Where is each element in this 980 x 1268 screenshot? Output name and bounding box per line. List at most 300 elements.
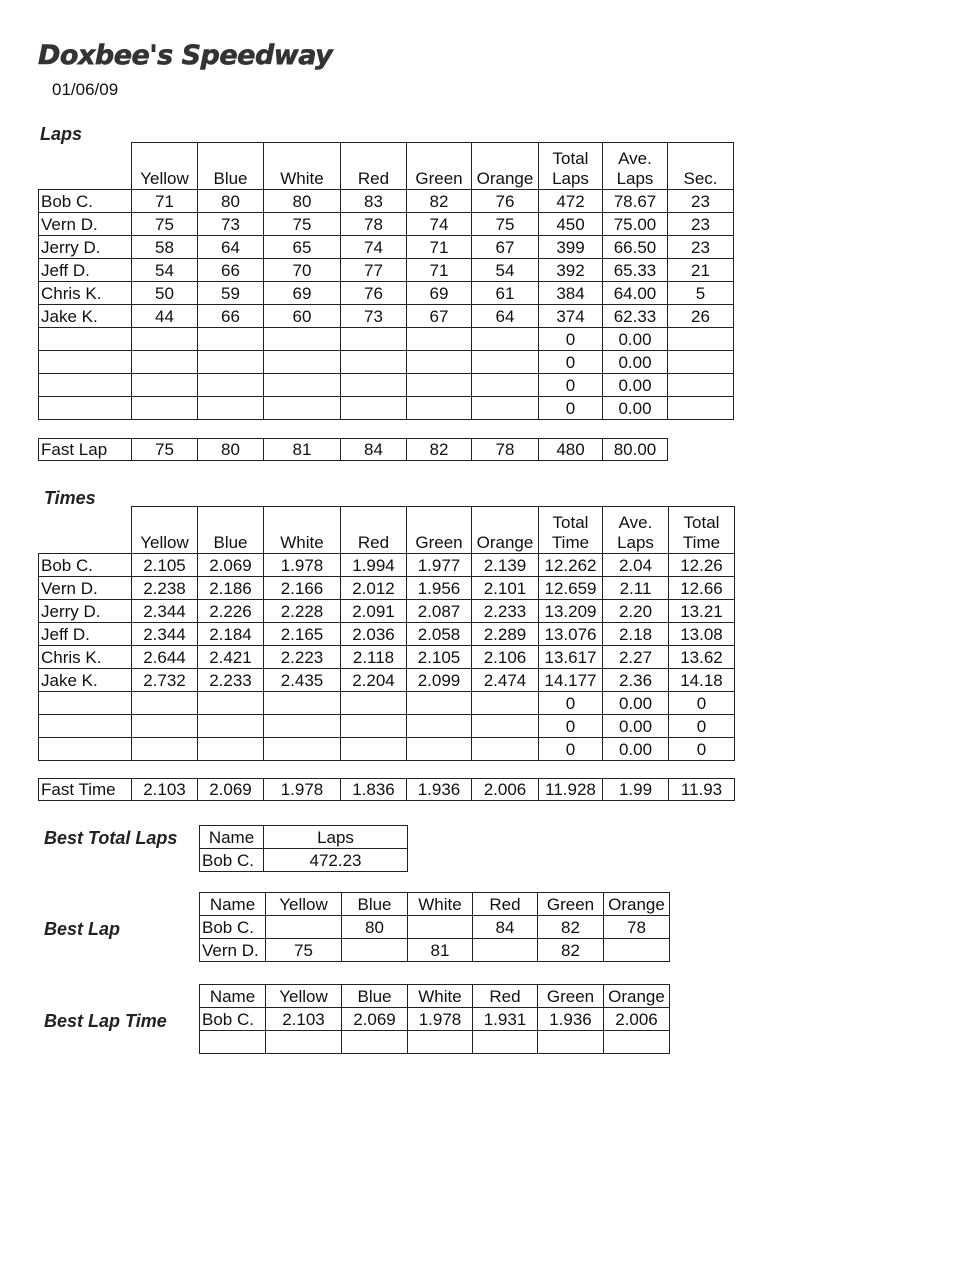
table-row — [39, 554, 735, 577]
column-header — [539, 143, 603, 190]
column-header-line: Time — [682, 533, 721, 552]
value-cell: 472.23 — [264, 849, 408, 872]
value-cell: 14.177 — [539, 669, 603, 692]
value-cell: 5 — [668, 282, 734, 305]
column-header: Red — [473, 985, 538, 1008]
value-cell: 69 — [264, 282, 341, 305]
driver-name-cell: Jake K. — [39, 305, 132, 328]
driver-name-cell: Bob C. — [39, 554, 132, 577]
value-cell: 66.50 — [603, 236, 668, 259]
value-cell — [341, 692, 407, 715]
column-header: Red — [473, 893, 538, 916]
value-cell — [408, 916, 473, 939]
column-header-line: Orange — [476, 533, 534, 552]
column-header-line: Blue — [213, 169, 248, 188]
value-cell — [266, 1031, 342, 1054]
laps-table — [38, 142, 734, 420]
driver-name-cell: Chris K. — [39, 282, 132, 305]
value-cell: 67 — [407, 305, 472, 328]
table-row — [39, 374, 734, 397]
table-row — [39, 577, 735, 600]
value-cell: 66 — [198, 259, 264, 282]
value-cell — [668, 397, 734, 420]
value-cell: 2.223 — [264, 646, 341, 669]
column-header-line: Laps — [616, 169, 654, 188]
value-cell: 66 — [198, 305, 264, 328]
value-cell: 2.04 — [603, 554, 669, 577]
value-cell — [266, 916, 342, 939]
times-fast-time-table — [38, 778, 735, 801]
value-cell — [407, 715, 472, 738]
value-cell: 73 — [341, 305, 407, 328]
table-row — [39, 351, 734, 374]
value-cell: 54 — [472, 259, 539, 282]
value-cell — [198, 328, 264, 351]
value-cell: 2.20 — [603, 600, 669, 623]
value-cell: 82 — [407, 190, 472, 213]
table-row — [39, 328, 734, 351]
value-cell: 13.08 — [669, 623, 735, 646]
column-header — [198, 507, 264, 554]
value-cell: 2.058 — [407, 623, 472, 646]
driver-name-cell: Jeff D. — [39, 623, 132, 646]
table-row — [200, 849, 408, 872]
driver-name-cell: Jerry D. — [39, 600, 132, 623]
column-header-line: White — [280, 533, 324, 552]
value-cell: 11.928 — [539, 779, 603, 801]
race-date: 01/06/09 — [52, 80, 119, 99]
table-row — [39, 715, 735, 738]
value-cell: 2.106 — [472, 646, 539, 669]
value-cell: 480 — [539, 439, 603, 461]
value-cell: 76 — [341, 282, 407, 305]
table-row — [39, 669, 735, 692]
value-cell: 67 — [472, 236, 539, 259]
driver-name-cell — [39, 715, 132, 738]
value-cell: 54 — [132, 259, 198, 282]
column-header-line: Laps — [617, 533, 654, 552]
value-cell: 83 — [341, 190, 407, 213]
value-cell — [604, 1031, 670, 1054]
column-header: Blue — [342, 893, 408, 916]
value-cell: 75 — [132, 213, 198, 236]
value-cell: 12.262 — [539, 554, 603, 577]
value-cell — [264, 692, 341, 715]
table-row — [39, 190, 734, 213]
value-cell: 44 — [132, 305, 198, 328]
value-cell — [472, 692, 539, 715]
value-cell — [407, 351, 472, 374]
driver-name-cell: Jake K. — [39, 669, 132, 692]
value-cell — [341, 715, 407, 738]
driver-name-cell — [39, 328, 132, 351]
best-lap-table — [199, 892, 670, 962]
column-header: White — [408, 893, 473, 916]
value-cell: 0 — [539, 738, 603, 761]
column-header: Orange — [604, 893, 670, 916]
column-header — [668, 143, 734, 190]
column-header-line: Laps — [552, 169, 589, 188]
value-cell: 2.184 — [198, 623, 264, 646]
value-cell: 2.435 — [264, 669, 341, 692]
value-cell: 64.00 — [603, 282, 668, 305]
driver-name-cell — [200, 1031, 266, 1054]
value-cell: 374 — [539, 305, 603, 328]
value-cell: 2.344 — [132, 600, 198, 623]
column-header-line: Green — [415, 169, 463, 188]
value-cell — [472, 351, 539, 374]
value-cell: 1.977 — [407, 554, 472, 577]
value-cell — [198, 351, 264, 374]
value-cell: 0 — [539, 374, 603, 397]
value-cell: 82 — [538, 939, 604, 962]
value-cell: 76 — [472, 190, 539, 213]
value-cell: 80 — [198, 439, 264, 461]
column-header-line: Yellow — [140, 533, 189, 552]
value-cell: 2.474 — [472, 669, 539, 692]
value-cell: 81 — [408, 939, 473, 962]
value-cell: 65 — [264, 236, 341, 259]
value-cell: 23 — [668, 213, 734, 236]
value-cell: 450 — [539, 213, 603, 236]
driver-name-cell: Bob C. — [39, 190, 132, 213]
value-cell: 0 — [539, 692, 603, 715]
value-cell — [341, 397, 407, 420]
value-cell: 0.00 — [603, 328, 668, 351]
value-cell: 77 — [341, 259, 407, 282]
value-cell: 78 — [341, 213, 407, 236]
value-cell: 2.139 — [472, 554, 539, 577]
value-cell — [264, 738, 341, 761]
value-cell — [132, 692, 198, 715]
column-header-line: Ave. — [618, 513, 653, 532]
value-cell: 2.166 — [264, 577, 341, 600]
value-cell: 0.00 — [603, 351, 668, 374]
value-cell: 60 — [264, 305, 341, 328]
driver-name-cell: Bob C. — [200, 849, 264, 872]
value-cell — [668, 328, 734, 351]
value-cell — [132, 738, 198, 761]
best-lap-time-label: Best Lap Time — [44, 1011, 167, 1031]
fast-lap-label: Fast Lap — [39, 439, 132, 461]
column-header-line: Orange — [476, 169, 534, 188]
value-cell: 2.006 — [472, 779, 539, 801]
value-cell: 80 — [264, 190, 341, 213]
value-cell — [538, 1031, 604, 1054]
value-cell: 2.069 — [342, 1008, 408, 1031]
table-row — [200, 826, 408, 849]
value-cell: 2.344 — [132, 623, 198, 646]
value-cell: 80.00 — [603, 439, 668, 461]
value-cell: 12.26 — [669, 554, 735, 577]
value-cell: 80 — [198, 190, 264, 213]
column-header-line: Total — [683, 513, 720, 532]
value-cell: 2.238 — [132, 577, 198, 600]
value-cell — [264, 397, 341, 420]
table-row — [200, 985, 670, 1008]
value-cell: 14.18 — [669, 669, 735, 692]
column-header — [539, 507, 603, 554]
value-cell: 59 — [198, 282, 264, 305]
value-cell: 2.069 — [198, 779, 264, 801]
value-cell: 64 — [198, 236, 264, 259]
value-cell: 13.076 — [539, 623, 603, 646]
column-header-line: Ave. — [618, 149, 652, 168]
column-header — [407, 143, 472, 190]
column-header: Laps — [264, 826, 408, 849]
column-header — [407, 507, 472, 554]
column-header: White — [408, 985, 473, 1008]
value-cell: 81 — [264, 439, 341, 461]
value-cell — [198, 738, 264, 761]
column-header — [472, 143, 539, 190]
value-cell: 84 — [341, 439, 407, 461]
table-row — [39, 507, 735, 554]
header-blank-cell — [39, 143, 132, 190]
driver-name-cell: Jeff D. — [39, 259, 132, 282]
value-cell: 80 — [342, 916, 408, 939]
value-cell — [342, 1031, 408, 1054]
value-cell: 12.659 — [539, 577, 603, 600]
value-cell: 58 — [132, 236, 198, 259]
value-cell: 2.233 — [198, 669, 264, 692]
value-cell: 61 — [472, 282, 539, 305]
value-cell: 2.103 — [132, 779, 198, 801]
value-cell: 78 — [472, 439, 539, 461]
table-row — [39, 236, 734, 259]
table-row — [39, 305, 734, 328]
value-cell: 1.978 — [408, 1008, 473, 1031]
value-cell: 2.421 — [198, 646, 264, 669]
value-cell — [132, 374, 198, 397]
value-cell: 2.105 — [132, 554, 198, 577]
value-cell: 1.836 — [341, 779, 407, 801]
value-cell: 0.00 — [603, 397, 668, 420]
driver-name-cell — [39, 692, 132, 715]
value-cell: 2.11 — [603, 577, 669, 600]
column-header — [669, 507, 735, 554]
value-cell: 0 — [539, 351, 603, 374]
table-row — [39, 213, 734, 236]
table-row — [39, 259, 734, 282]
value-cell: 2.732 — [132, 669, 198, 692]
driver-name-cell: Bob C. — [200, 916, 266, 939]
value-cell — [198, 692, 264, 715]
value-cell: 2.006 — [604, 1008, 670, 1031]
column-header: Blue — [342, 985, 408, 1008]
column-header-line: Yellow — [140, 169, 189, 188]
value-cell: 2.069 — [198, 554, 264, 577]
value-cell: 78.67 — [603, 190, 668, 213]
column-header — [264, 507, 341, 554]
column-header: Green — [538, 985, 604, 1008]
value-cell: 2.186 — [198, 577, 264, 600]
column-header: Name — [200, 985, 266, 1008]
value-cell — [472, 374, 539, 397]
value-cell: 2.165 — [264, 623, 341, 646]
value-cell: 70 — [264, 259, 341, 282]
value-cell — [198, 715, 264, 738]
value-cell — [198, 397, 264, 420]
times-table — [38, 506, 735, 761]
value-cell: 2.105 — [407, 646, 472, 669]
value-cell — [342, 939, 408, 962]
fast-time-label: Fast Time — [39, 779, 132, 801]
value-cell: 13.209 — [539, 600, 603, 623]
value-cell — [132, 328, 198, 351]
table-row — [39, 623, 735, 646]
column-header: Green — [538, 893, 604, 916]
value-cell: 2.233 — [472, 600, 539, 623]
value-cell — [407, 328, 472, 351]
value-cell: 384 — [539, 282, 603, 305]
column-header-line: Red — [357, 169, 390, 188]
value-cell: 392 — [539, 259, 603, 282]
value-cell: 13.62 — [669, 646, 735, 669]
value-cell: 75.00 — [603, 213, 668, 236]
table-row — [200, 1008, 670, 1031]
table-row — [39, 646, 735, 669]
value-cell: 13.617 — [539, 646, 603, 669]
value-cell: 2.012 — [341, 577, 407, 600]
value-cell: 2.644 — [132, 646, 198, 669]
column-header — [603, 143, 668, 190]
value-cell — [341, 374, 407, 397]
column-header — [341, 507, 407, 554]
value-cell — [341, 351, 407, 374]
table-row — [39, 692, 735, 715]
driver-name-cell: Vern D. — [200, 939, 266, 962]
column-header — [603, 507, 669, 554]
table-row — [200, 939, 670, 962]
best-lap-label: Best Lap — [44, 919, 121, 939]
value-cell — [132, 397, 198, 420]
table-row — [200, 893, 670, 916]
column-header-line: Total — [552, 513, 589, 532]
table-row — [39, 600, 735, 623]
value-cell: 26 — [668, 305, 734, 328]
best-total-laps-table — [199, 825, 408, 872]
value-cell: 13.21 — [669, 600, 735, 623]
column-header: Name — [200, 826, 264, 849]
page-title: Doxbee's Speedway — [38, 40, 333, 71]
value-cell: 1.994 — [341, 554, 407, 577]
value-cell: 21 — [668, 259, 734, 282]
column-header-line: Blue — [213, 533, 248, 552]
driver-name-cell — [39, 351, 132, 374]
value-cell: 23 — [668, 236, 734, 259]
driver-name-cell: Chris K. — [39, 646, 132, 669]
value-cell: 74 — [407, 213, 472, 236]
best-total-laps-label: Best Total Laps — [44, 828, 178, 848]
value-cell: 0 — [669, 715, 735, 738]
times-section-label: Times — [44, 488, 96, 508]
column-header-line: Total — [552, 149, 589, 168]
laps-fast-lap-table — [38, 438, 668, 461]
value-cell: 75 — [266, 939, 342, 962]
value-cell — [407, 374, 472, 397]
value-cell: 1.99 — [603, 779, 669, 801]
value-cell — [473, 1031, 538, 1054]
column-header — [132, 143, 198, 190]
value-cell: 399 — [539, 236, 603, 259]
value-cell — [264, 328, 341, 351]
value-cell: 2.103 — [266, 1008, 342, 1031]
driver-name-cell: Vern D. — [39, 213, 132, 236]
column-header — [264, 143, 341, 190]
value-cell: 0 — [539, 715, 603, 738]
value-cell — [198, 374, 264, 397]
column-header — [472, 507, 539, 554]
value-cell: 75 — [132, 439, 198, 461]
column-header-line: White — [280, 169, 324, 188]
value-cell: 0.00 — [603, 692, 669, 715]
value-cell: 0 — [669, 738, 735, 761]
value-cell: 1.978 — [264, 779, 341, 801]
value-cell: 75 — [264, 213, 341, 236]
value-cell — [264, 715, 341, 738]
value-cell: 1.956 — [407, 577, 472, 600]
value-cell: 2.228 — [264, 600, 341, 623]
value-cell — [264, 351, 341, 374]
header-blank-cell — [39, 507, 132, 554]
value-cell: 2.118 — [341, 646, 407, 669]
value-cell: 2.204 — [341, 669, 407, 692]
value-cell: 0 — [669, 692, 735, 715]
driver-name-cell — [39, 397, 132, 420]
value-cell: 1.936 — [538, 1008, 604, 1031]
value-cell — [407, 692, 472, 715]
column-header-line: Green — [415, 533, 463, 552]
value-cell — [407, 397, 472, 420]
value-cell: 2.101 — [472, 577, 539, 600]
column-header: Yellow — [266, 893, 342, 916]
value-cell: 71 — [407, 236, 472, 259]
column-header-line: Sec. — [683, 169, 718, 188]
value-cell: 2.099 — [407, 669, 472, 692]
value-cell: 84 — [473, 916, 538, 939]
table-row — [200, 1031, 670, 1054]
value-cell: 2.091 — [341, 600, 407, 623]
value-cell: 2.27 — [603, 646, 669, 669]
value-cell: 78 — [604, 916, 670, 939]
driver-name-cell: Bob C. — [200, 1008, 266, 1031]
value-cell: 2.289 — [472, 623, 539, 646]
value-cell — [132, 715, 198, 738]
value-cell: 1.978 — [264, 554, 341, 577]
value-cell: 2.226 — [198, 600, 264, 623]
column-header — [132, 507, 198, 554]
value-cell: 0 — [539, 328, 603, 351]
table-row — [39, 738, 735, 761]
value-cell: 0.00 — [603, 374, 668, 397]
value-cell — [604, 939, 670, 962]
value-cell — [408, 1031, 473, 1054]
value-cell: 1.936 — [407, 779, 472, 801]
value-cell: 64 — [472, 305, 539, 328]
value-cell: 74 — [341, 236, 407, 259]
value-cell: 0.00 — [603, 715, 669, 738]
column-header-line: Red — [357, 533, 390, 552]
table-row — [39, 282, 734, 305]
value-cell — [473, 939, 538, 962]
value-cell — [264, 374, 341, 397]
value-cell: 82 — [407, 439, 472, 461]
column-header: Name — [200, 893, 266, 916]
value-cell — [341, 328, 407, 351]
value-cell: 71 — [407, 259, 472, 282]
value-cell: 69 — [407, 282, 472, 305]
